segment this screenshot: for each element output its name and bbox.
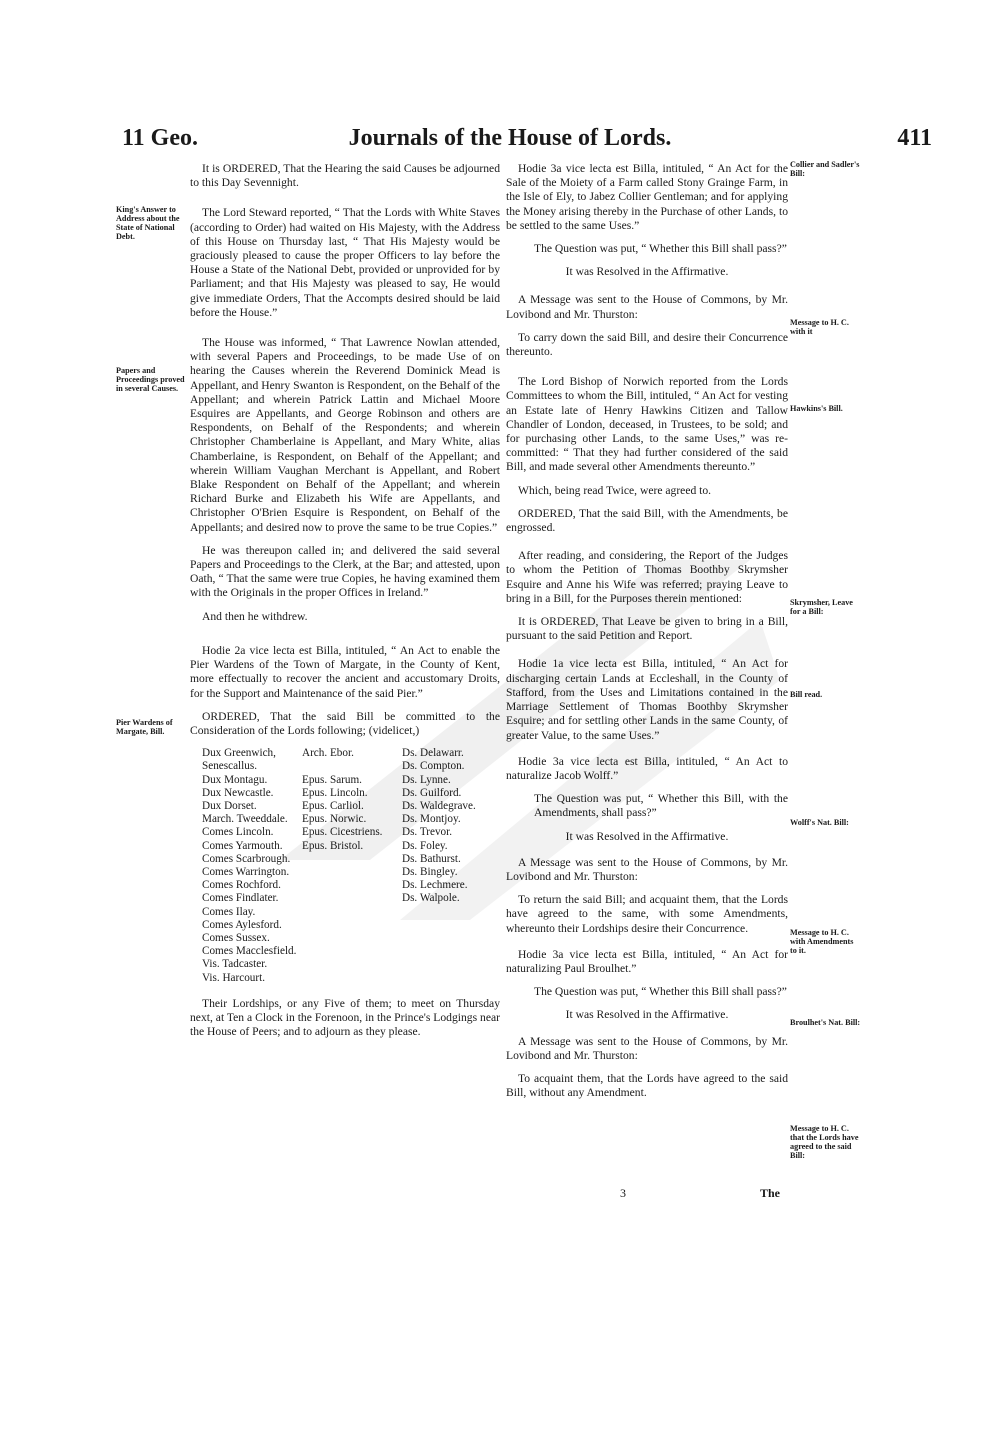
margin-note-skrymsher: Skrymsher, Leave for a Bill:: [790, 598, 853, 616]
right-column: [506, 162, 788, 1109]
paragraph: It was Resolved in the Affirmative.: [565, 265, 729, 279]
margin-note-message-3: Message to H. C. that the Lords have agreed to the said Bill:: [790, 1124, 859, 1160]
margin-note-papers: Papers and Proceedings proved in several Causes.: [116, 366, 185, 393]
paragraph: ORDERED, That the said Bill, with the Amendments, be engrossed.: [506, 506, 788, 535]
paragraph: ORDERED, That the said Bill be committed to the Consideration of the Lords following; (videlicet,): [190, 709, 500, 737]
lords-column-3: Ds. Delawarr. Ds. Compton. Ds. Lynne. Ds. Guilford. Ds. Waldegrave. Ds. Montjoy. Ds. Trevor. Ds. Foley. Ds. Bathurst. Ds. Bingley. Ds. Lechmere. Ds. Walpole.: [402, 747, 476, 905]
paragraph: The Question was put, “ Whether this Bill shall pass?”: [534, 985, 787, 999]
page-number: 411: [897, 125, 932, 151]
paragraph: The Lord Steward reported, “ That the Lords with White Staves (according to Order) had waited on His Majesty, with the Address of this House on Thursday last, “ That His Majesty would be graciously pleased to cause the proper Officers to lay before the House a State of the National Debt, provided or unprovided for by Parliament; and that His Majesty was pleased to say, He would give immediate Orders, That the Accompts desired should be laid before the House.”: [190, 206, 500, 319]
paragraph: Which, being read Twice, were agreed to.: [518, 483, 712, 497]
paragraph: The Lord Bishop of Norwich reported from the Lords Committees to whom the Bill, intituled, “ An Act for vesting an Estate late of Henry Hawkins Citizen and Tallow Chandler of London, deceased, in Trustees, to be sold; and for purchasing other Lands, to the same Uses,” was re-committed: “ That they had further considered of the said Bill, and made several other Amendments thereunto.”: [506, 375, 788, 474]
margin-note-pier: Pier Wardens of Margate, Bill.: [116, 718, 173, 736]
paragraph: A Message was sent to the House of Commons, by Mr. Lovibond and Mr. Thurston:: [506, 855, 788, 883]
paragraph: The House was informed, “ That Lawrence Nowlan attended, with several Papers and Proceedings, to be made Use of on hearing the Causes wherein the Reverend Dominick Mead is Appellant, and Henry Swanton is Respondent, on the Behalf of the Appellant; and wherein Patrick Lattin and Michael Moore Esquires are Appellants, and George Robinson and others are Respondents, on Behalf of the Respondents; and wherein Christopher Chamberlaine is Appellant, and Mary White, alias Chamberlaine, is Respondent, on Behalf of the Appellant; and wherein William Vaughan Merchant is Appellant, and Robert Blake Respondent on Behalf of the Appellant; and wherein Richard Burke and Elizabeth his Wife are Appellants, and Christopher O'Brien Esquire is Respondent, on Behalf of the Appellants; and desired now to prove the same to be true Copies.”: [190, 336, 500, 534]
catchword: The: [760, 1186, 781, 1200]
committee-lords-list: [202, 747, 500, 985]
paragraph: It is ORDERED, That the Hearing the said Causes be adjourned to this Day Sevennight.: [190, 162, 500, 190]
paragraph: And then he withdrew.: [202, 609, 308, 623]
left-column: [190, 162, 500, 1048]
regnal-year: 11 Geo.: [122, 125, 198, 151]
margin-note-hawkins: Hawkins's Bill.: [790, 404, 843, 413]
paragraph: A Message was sent to the House of Commons, by Mr. Lovibond and Mr. Thurston:: [506, 293, 788, 321]
paragraph: To carry down the said Bill, and desire their Concurrence thereunto.: [506, 330, 788, 359]
paragraph: To return the said Bill; and acquaint them, that the Lords have agreed to the same, with some Amendments, whereunto their Lordships desire their Concurrence.: [506, 893, 788, 935]
paragraph: It was Resolved in the Affirmative.: [565, 1008, 729, 1022]
paragraph: A Message was sent to the House of Commons, by Mr. Lovibond and Mr. Thurston:: [506, 1034, 788, 1062]
paragraph: Their Lordships, or any Five of them; to meet on Thursday next, at Ten a Clock in the Forenoon, in the Prince's Lodgings near the House of Peers; and to adjourn as they please.: [190, 996, 500, 1039]
margin-note-wolff: Wolff's Nat. Bill:: [790, 818, 849, 827]
paragraph: The Question was put, “ Whether this Bill shall pass?”: [534, 242, 787, 256]
margin-note-broulhet: Broulhet's Nat. Bill:: [790, 1018, 861, 1027]
paragraph: Hodie 3a vice lecta est Billa, intituled, “ An Act for the Sale of the Moiety of a Farm called Stony Grainge Farm, in the Isle of Ely, to Jabez Collier Gentleman; and for applying the Money arising thereby in the Purchase of other Lands, to be settled to the same Uses.”: [506, 162, 788, 232]
margin-note-collier: Collier and Sadler's Bill:: [790, 160, 860, 178]
paragraph: The Question was put, “ Whether this Bill, with the Amendments, shall pass?”: [534, 792, 788, 820]
paragraph: Hodie 3a vice lecta est Billa, intituled, “ An Act to naturalize Jacob Wolff.”: [506, 754, 788, 782]
paragraph: To acquaint them, that the Lords have agreed to the said Bill, without any Amendment.: [506, 1071, 788, 1100]
paragraph: Hodie 3a vice lecta est Billa, intituled, “ An Act for naturalizing Paul Broulhet.”: [506, 947, 788, 975]
paragraph: After reading, and considering, the Report of the Judges to whom the Petition of Thomas Boothby Skrymsher Esquire and Anne his Wife was referred; praying Leave to bring in a Bill, for the Purposes therein mentioned:: [506, 549, 788, 605]
margin-note-message-2: Message to H. C. with Amendments to it.: [790, 928, 854, 955]
paragraph: He was thereupon called in; and delivered the said several Papers and Proceedings to the Clerk, at the Bar; and attested, upon Oath, “ That the same were true Copies, he having examined them with the Originals in the proper Offices in Ireland.”: [190, 543, 500, 600]
paragraph: It was Resolved in the Affirmative.: [565, 829, 729, 843]
margin-note-message-1: Message to H. C. with it: [790, 318, 849, 336]
paragraph: Hodie 1a vice lecta est Billa, intituled, “ An Act for discharging certain Lands at Eccleshall, in the County of Stafford, from the Uses and Limitations contained in the Marriage Settlement of Thomas Boothby Skrymsher Esquire; and for settling other Lands in the same County, of greater Value, to the same Uses.”: [506, 657, 788, 742]
lords-column-1: Dux Greenwich, Senescallus. Dux Montagu. Dux Newcastle. Dux Dorset. March. Tweeddale. Comes Lincoln. Comes Yarmouth. Comes Scarbrough. Comes Warrington. Comes Rochford. Comes Findlater. Comes Ilay. Comes Aylesford. Comes Sussex. Comes Macclesfield. Vis. Tadcaster. Vis. Harcourt.: [202, 747, 297, 984]
paragraph: It is ORDERED, That Leave be given to bring in a Bill, pursuant to the said Petition and Report.: [506, 615, 788, 643]
journal-title: Journals of the House of Lords.: [348, 125, 672, 151]
margin-note-bill-read: Bill read.: [790, 690, 823, 699]
lords-column-2: Arch. Ebor. Epus. Sarum. Epus. Lincoln. Epus. Carliol. Epus. Norwic. Epus. Cicestriens. Epus. Bristol.: [302, 747, 383, 852]
margin-note-kings-answer: King's Answer to Address about the State of National Debt.: [116, 205, 180, 241]
signature-mark: 3: [620, 1186, 626, 1200]
paragraph: Hodie 2a vice lecta est Billa, intituled, “ An Act to enable the Pier Wardens of the Town of Margate, in the County of Kent, more effectually to recover the ancient and accustomary Droits, for the Support and Maintenance of the said Pier.”: [190, 643, 500, 700]
